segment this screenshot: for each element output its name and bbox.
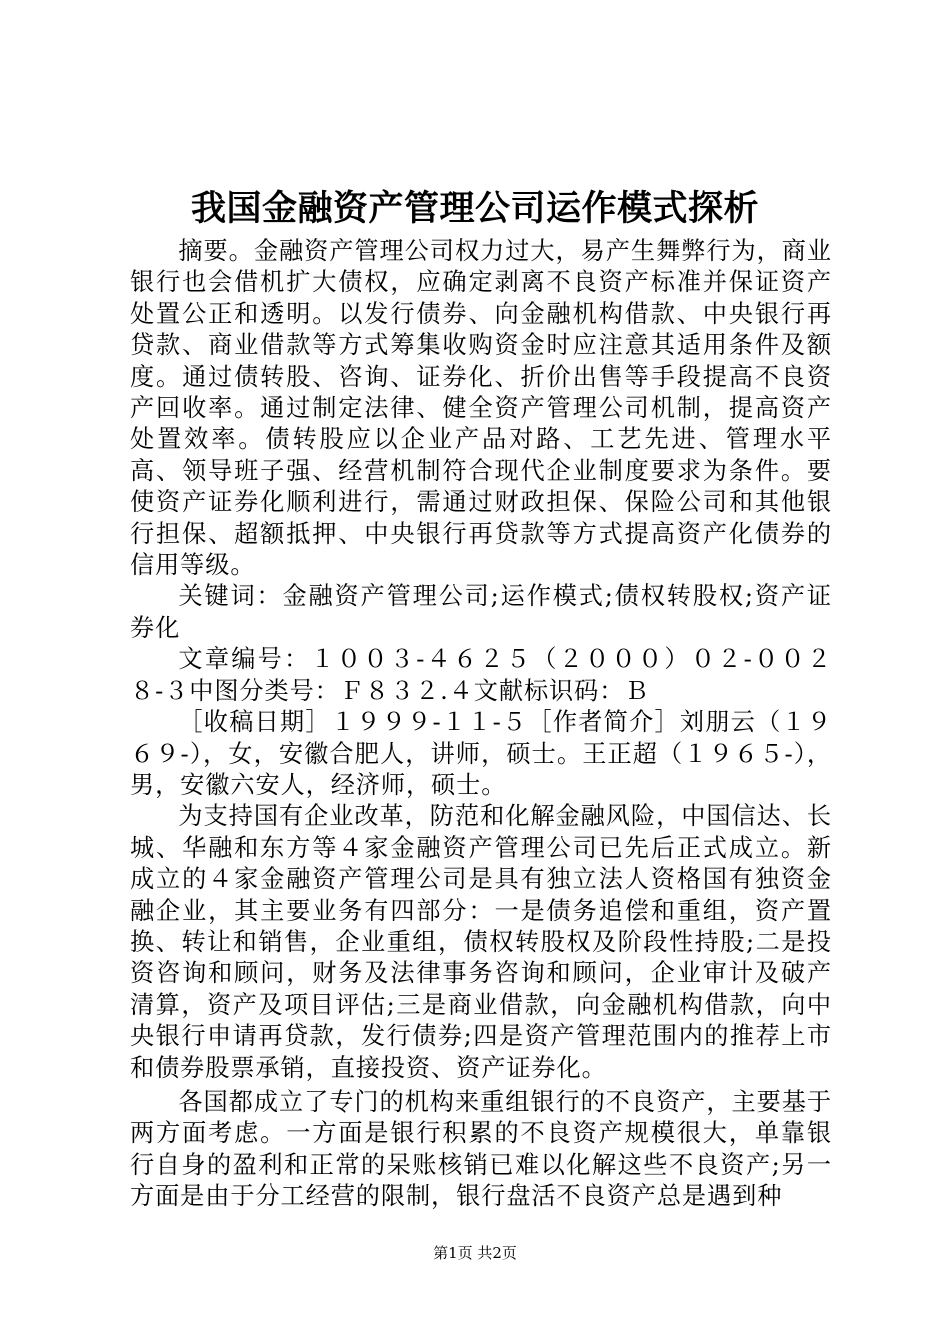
abstract-paragraph: 摘要。金融资产管理公司权力过大，易产生舞弊行为，商业银行也会借机扩大债权，应确定剥离不良资产标准并保证资产处置公正和透明。以发行债券、向金融机构借款、中央银行再贷款、商业借款等方式筹集收购资金时应注意其适用条件及额度。通过债转股、咨询、证券化、折价出售等手段提高不良资产回收率。通过制定法律、健全资产管理公司机制，提高资产处置效率。债转股应以企业产品对路、工艺先进、管理水平高、领导班子强、经营机制符合现代企业制度要求为条件。要使资产证券化顺利进行，需通过财政担保、保险公司和其他银行担保、超额抵押、中央银行再贷款等方式提高资产化债券的信用等级。 <box>130 237 832 580</box>
current-page-number: 第1页 <box>433 1244 473 1262</box>
body-paragraph: 各国都成立了专门的机构来重组银行的不良资产，主要基于两方面考虑。一方面是银行积累的不良资产规模很大，单靠银行自身的盈利和正常的呆账核销已难以化解这些不良资产;另一方面是由于分工经营的限制，银行盘活不良资产总是遇到种 <box>130 1087 832 1211</box>
keywords-paragraph: 关键词：金融资产管理公司;运作模式;债权转股权;资产证券化 <box>130 582 832 642</box>
document-body <box>130 236 832 1213</box>
article-id-paragraph: 文章编号：１００３-４６２５（２０００）０２-００２８-３中图分类号：Ｆ８３２.４文献标识码：Ｂ <box>130 645 832 705</box>
document-title: 我国金融资产管理公司运作模式探析 <box>190 188 759 229</box>
total-page-count: 共2页 <box>477 1244 517 1262</box>
page-footer <box>0 1243 950 1263</box>
author-info-paragraph: ［收稿日期］１９９９-１１-５［作者简介］刘朋云（１９６９-），女，安徽合肥人，讲师，硕士。王正超（１９６５-），男，安徽六安人，经济师，硕士。 <box>130 708 832 799</box>
body-paragraph: 为支持国有企业改革，防范和化解金融风险，中国信达、长城、华融和东方等４家金融资产管理公司已先后正式成立。新成立的４家金融资产管理公司是具有独立法人资格国有独资金融企业，其主要业务有四部分：一是债务追偿和重组，资产置换、转让和销售，企业重组，债权转股权及阶段性持股;二是投资咨询和顾问，财务及法律事务咨询和顾问，企业审计及破产清算，资产及项目评估;三是商业借款，向金融机构借款，向中央银行申请再贷款，发行债券;四是资产管理范围内的推荐上市和债券股票承销，直接投资、资产证券化。 <box>130 802 832 1082</box>
